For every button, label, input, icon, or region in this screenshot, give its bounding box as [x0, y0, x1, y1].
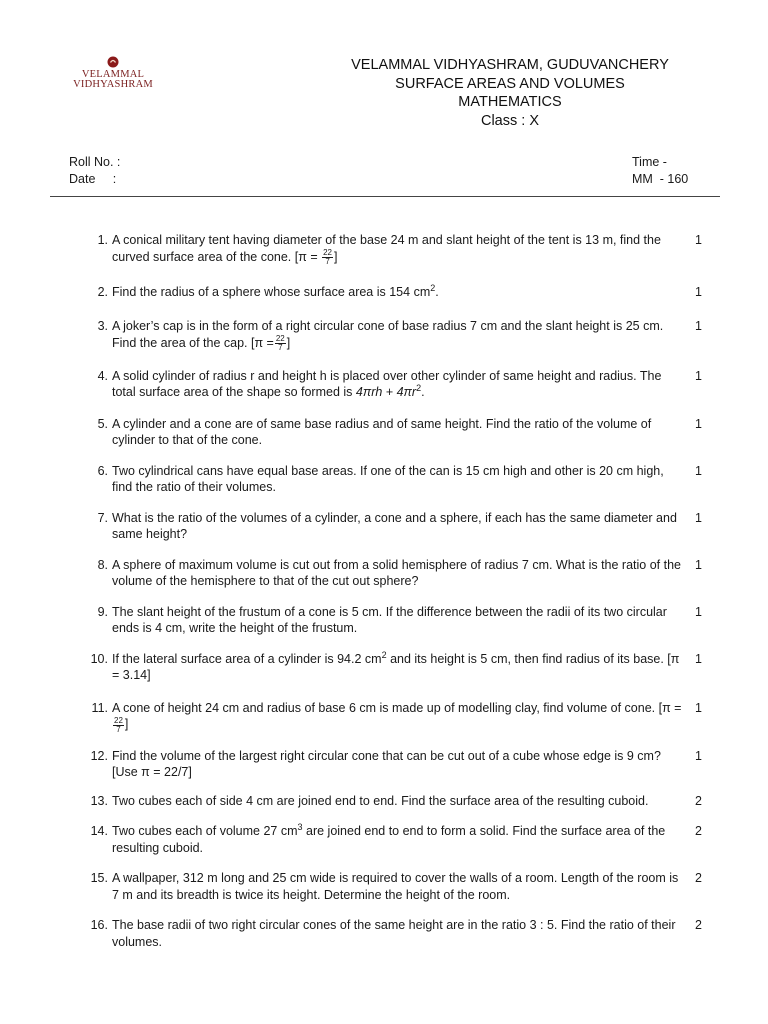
chapter-title: SURFACE AREAS AND VOLUMES: [395, 75, 625, 92]
question-number: 10.: [90, 651, 108, 666]
question-item: [0, 510, 768, 543]
question-number: 12.: [90, 748, 108, 763]
question-list: [0, 232, 768, 950]
question-text: Two cylindrical cans have equal base areas. If one of the can is 15 cm high and other is 20 cm high, find the ratio of their volumes.: [112, 463, 664, 495]
question-marks: 1: [695, 557, 702, 572]
question-item: [0, 416, 768, 449]
question-number: 15.: [90, 871, 108, 886]
date-label: Date :: [69, 172, 117, 186]
question-text: A conical military tent having diameter of the base 24 m and slant height of the tent is 13 m, find the curved surface area of the cone. [π = $\frac{22}{7}$ ]: [112, 233, 661, 266]
question-number: 11.: [91, 700, 108, 715]
question-marks: 2: [695, 824, 702, 839]
question-item: [0, 284, 768, 301]
question-text: A solid cylinder of radius r and height h is placed over other cylinder of same height and radius. The total surface area of the shape so formed is $4\pi rh + 4\pi r^2$.: [112, 368, 662, 400]
time-label: Time -: [632, 155, 667, 169]
question-item: [0, 318, 768, 352]
question-item: [0, 917, 768, 950]
question-marks: 1: [695, 284, 702, 299]
question-number: 9.: [97, 604, 108, 619]
question-number: 8.: [97, 557, 108, 572]
question-item: [0, 368, 768, 401]
fraction: $\frac{22}{7}$: [275, 333, 285, 352]
class-label: Class : X: [480, 112, 539, 129]
question-number: 14.: [90, 824, 108, 839]
question-text: Two cubes each of side 4 cm are joined end to end. Find the surface area of the resulting cuboid.: [112, 793, 649, 808]
subject-title: MATHEMATICS: [458, 94, 562, 110]
question-number: 1.: [97, 233, 108, 247]
max-marks-label: MM - 160: [632, 172, 689, 186]
question-item: [0, 870, 768, 903]
question-marks: 1: [695, 510, 702, 525]
question-marks: 1: [695, 416, 702, 431]
question-text: Find the volume of the largest right circular cone that can be cut out of a cube whose edge is 9 cm? [Use π = 22/7]: [112, 748, 661, 780]
student-meta: [69, 154, 120, 188]
roll-no-label: Roll No. :: [69, 155, 121, 169]
question-item: [0, 651, 768, 684]
question-text: A cylinder and a cone are of same base radius and of same height. Find the ratio of the volume of cylinder to that of the cone.: [112, 416, 652, 448]
logo-text-line2: VIDHYASHRAM: [73, 79, 153, 90]
question-marks: 2: [695, 871, 702, 886]
question-marks: 1: [695, 463, 702, 478]
question-text: If the lateral surface area of a cylinder is 94.2 $cm^2$ and its height is 5 cm, then find radius of its base. [π = 3.14]: [112, 649, 680, 683]
question-number: 6.: [97, 463, 108, 478]
question-text: The slant height of the frustum of a cone is 5 cm. If the difference between the radii of its two circular ends is 4 cm, write the height of the frustum.: [112, 604, 667, 636]
question-text: The base radii of two right circular cones of the same height are in the ratio 3 : 5. Find the ratio of their volumes.: [112, 918, 676, 949]
question-item: [0, 232, 768, 266]
question-marks: 1: [695, 233, 702, 247]
fraction: $\frac{22}{7}$: [323, 247, 332, 266]
question-number: 4.: [97, 368, 108, 383]
question-marks: 1: [695, 700, 702, 715]
exam-meta: [632, 154, 688, 188]
school-emblem-icon: [107, 56, 119, 68]
question-marks: 1: [695, 651, 702, 666]
question-marks: 1: [695, 319, 702, 334]
question-item: [0, 604, 768, 637]
question-number: 5.: [97, 416, 108, 431]
question-number: 2.: [97, 284, 108, 299]
question-text: Two cubes each of volume 27 $cm^3$ are joined end to end to form a solid. Find the surface area of the resulting cuboid.: [112, 821, 666, 855]
question-text: A cone of height 24 cm and radius of base 6 cm is made up of modelling clay, find volume of cone. [π = $\frac{22}{7}$ ]: [112, 700, 682, 734]
question-number: 3.: [97, 319, 108, 334]
question-text: What is the ratio of the volumes of a cylinder, a cone and a sphere, if each has the same diameter and same height?: [112, 510, 677, 542]
question-text: A joker’s cap is in the form of a right circular cone of base radius 7 cm and the slant height is 25 cm. Find the area of the cap. [π = $\frac{22}{7}$ ]: [112, 319, 664, 352]
question-marks: 2: [695, 793, 702, 808]
question-text: Find the radius of a sphere whose surface area is 154 $cm^2$.: [112, 282, 439, 299]
question-text: A sphere of maximum volume is cut out from a solid hemisphere of radius 7 cm. What is the ratio of the volume of the hemisphere to that of the cut out sphere?: [112, 557, 681, 589]
question-item: [0, 463, 768, 496]
question-number: 7.: [97, 510, 108, 525]
question-marks: 1: [695, 748, 702, 763]
question-number: 16.: [90, 918, 108, 933]
header-divider: [50, 196, 720, 197]
fraction: $\frac{22}{7}$: [114, 715, 123, 734]
school-logo: [68, 56, 158, 90]
question-number: 13.: [90, 793, 108, 808]
school-name: VELAMMAL VIDHYASHRAM, GUDUVANCHERY: [351, 57, 669, 73]
question-text: A wallpaper, 312 m long and 25 cm wide is required to cover the walls of a room. Length of the room is 7 m and its breadth is twice its height. Determine the height of the room.: [112, 871, 679, 902]
question-item: [0, 748, 768, 781]
question-item: [0, 793, 768, 810]
question-marks: 2: [695, 918, 702, 933]
document-header: [300, 56, 720, 130]
question-item: [0, 557, 768, 590]
question-item: [0, 823, 768, 856]
question-item: [0, 700, 768, 734]
question-marks: 1: [695, 368, 702, 383]
logo-text-line1: VELAMMAL: [81, 69, 145, 80]
question-marks: 1: [695, 604, 702, 619]
